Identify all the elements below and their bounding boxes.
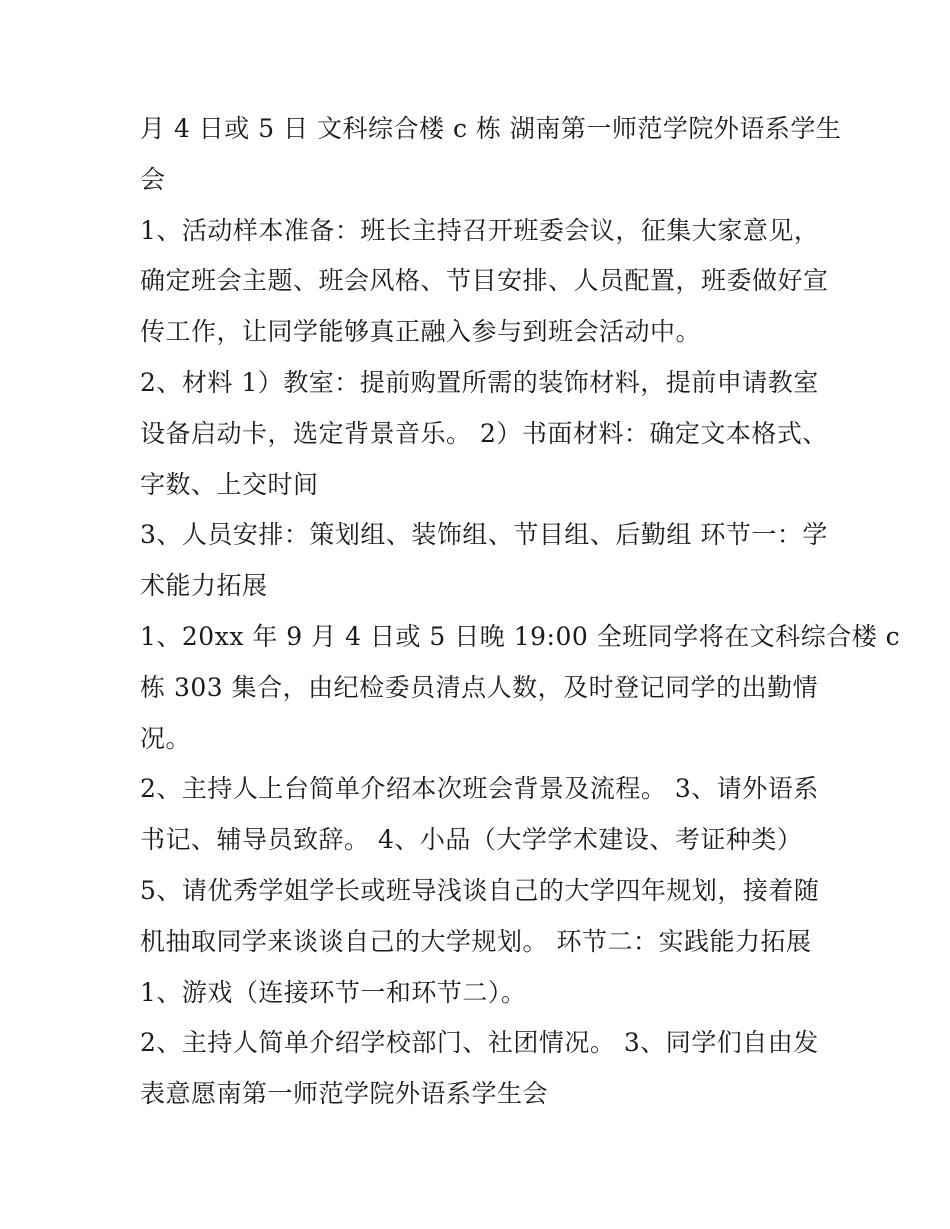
text-line-12: 栋 303 集合，由纪检委员清点人数，及时登记同学的出勤情 bbox=[140, 672, 819, 702]
text-line-1: 月 4 日或 5 日 文科综合楼 c 栋 湖南第一师范学院外语系学生 bbox=[140, 114, 842, 143]
text-line-13: 况。 bbox=[140, 723, 192, 753]
text-line-7: 设备启动卡，选定背景音乐。 2）书面材料：确定文本格式、 bbox=[140, 418, 828, 448]
text-line-20: 表意愿南第一师范学院外语系学生会 bbox=[140, 1079, 549, 1109]
text-line-10: 术能力拓展 bbox=[140, 571, 268, 601]
text-line-2: 会 bbox=[140, 164, 166, 194]
text-line-11: 1、20xx 年 9 月 4 日或 5 日晚 19:00 全班同学将在文科综合楼 c bbox=[140, 621, 901, 651]
text-line-3: 1、活动样本准备：班长主持召开班委会议，征集大家意见， bbox=[140, 215, 820, 245]
text-line-9: 3、人员安排：策划组、装饰组、节目组、后勤组 环节一：学 bbox=[140, 520, 828, 550]
text-line-19: 2、主持人简单介绍学校部门、社团情况。 3、同学们自由发 bbox=[140, 1028, 819, 1058]
text-line-17: 机抽取同学来谈谈自己的大学规划。 环节二：实践能力拓展 bbox=[140, 926, 812, 956]
text-line-15: 书记、辅导员致辞。 4、小品（大学学术建设、考证种类） bbox=[140, 825, 803, 855]
text-line-5: 传工作，让同学能够真正融入参与到班会活动中。 bbox=[140, 317, 702, 347]
text-line-6: 2、材料 1）教室：提前购置所需的装饰材料，提前申请教室 bbox=[140, 367, 819, 397]
document-body bbox=[140, 104, 901, 1120]
text-line-4: 确定班会主题、班会风格、节目安排、人员配置，班委做好宣 bbox=[140, 266, 829, 296]
text-line-8: 字数、上交时间 bbox=[140, 469, 319, 499]
text-line-14: 2、主持人上台简单介绍本次班会背景及流程。 3、请外语系 bbox=[140, 774, 819, 804]
text-line-16: 5、请优秀学姐学长或班导浅谈自己的大学四年规划，接着随 bbox=[140, 875, 820, 905]
text-line-18: 1、游戏（连接环节一和环节二）。 bbox=[140, 977, 527, 1007]
